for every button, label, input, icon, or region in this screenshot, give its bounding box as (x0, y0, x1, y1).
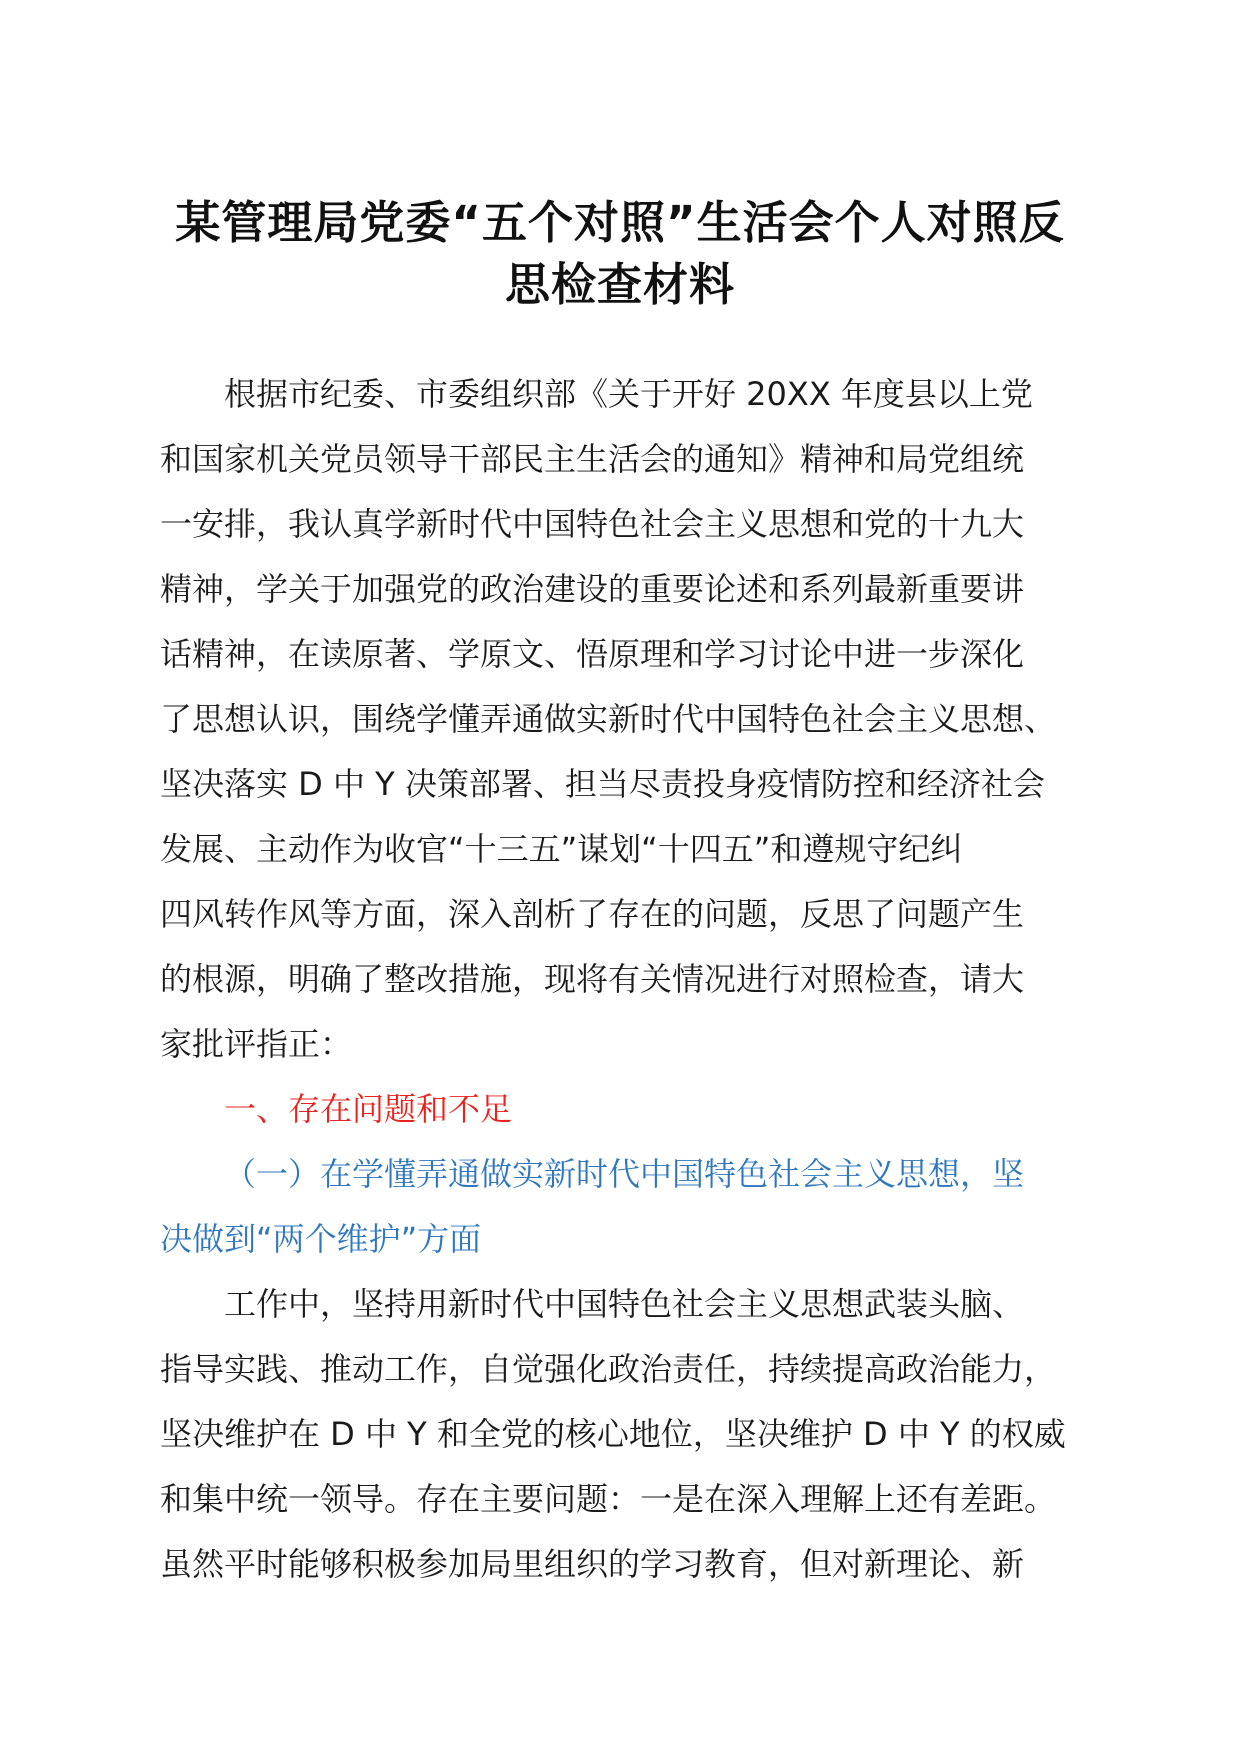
paragraph-line: 和集中统一领导。存在主要问题：一是在深入理解上还有差距。 (160, 1480, 1057, 1518)
paragraph-line: 坚决落实 D 中 Y 决策部署、担当尽责投身疫情防控和经济社会 (160, 765, 1045, 803)
paragraph-line: 的根源，明确了整改措施，现将有关情况进行对照检查，请大 (160, 960, 1025, 998)
paragraph-line: 精神，学关于加强党的政治建设的重要论述和系列最新重要讲 (160, 570, 1025, 608)
document-title (140, 192, 1100, 316)
paragraph-line: 虽然平时能够积极参加局里组织的学习教育，但对新理论、新 (160, 1545, 1025, 1583)
paragraph-line: 工作中，坚持用新时代中国特色社会主义思想武装头脑、 (224, 1285, 1025, 1323)
paragraph-line: 一安排，我认真学新时代中国特色社会主义思想和党的十九大 (160, 505, 1025, 543)
title-line-1: 某管理局党委“五个对照”生活会个人对照反 (175, 196, 1065, 249)
paragraph-line: 四风转作风等方面，深入剖析了存在的问题，反思了问题产生 (160, 895, 1025, 933)
document-body (160, 362, 1120, 1597)
paragraph-line: 和国家机关党员领导干部民主生活会的通知》精神和局党组统 (160, 440, 1025, 478)
section-heading: 一、存在问题和不足 (224, 1090, 513, 1128)
paragraph-line: 根据市纪委、市委组织部《关于开好 20XX 年度县以上党 (224, 375, 1033, 413)
paragraph-line: 指导实践、推动工作，自觉强化政治责任，持续提高政治能力， (160, 1350, 1057, 1388)
title-line-2: 思检查材料 (504, 258, 735, 311)
paragraph-line: 话精神，在读原著、学原文、悟原理和学习讨论中进一步深化 (160, 635, 1025, 673)
subsection-heading-line-2: 决做到“两个维护”方面 (160, 1220, 482, 1258)
paragraph-line: 发展、主动作为收官“十三五”谋划“十四五”和遵规守纪纠 (160, 830, 963, 868)
paragraph-line: 了思想认识，围绕学懂弄通做实新时代中国特色社会主义思想、 (160, 700, 1057, 738)
paragraph-line: 家批评指正： (160, 1025, 353, 1063)
paragraph-line: 坚决维护在 D 中 Y 和全党的核心地位，坚决维护 D 中 Y 的权威 (160, 1415, 1066, 1453)
subsection-heading-line-1: （一）在学懂弄通做实新时代中国特色社会主义思想，坚 (224, 1155, 1025, 1193)
